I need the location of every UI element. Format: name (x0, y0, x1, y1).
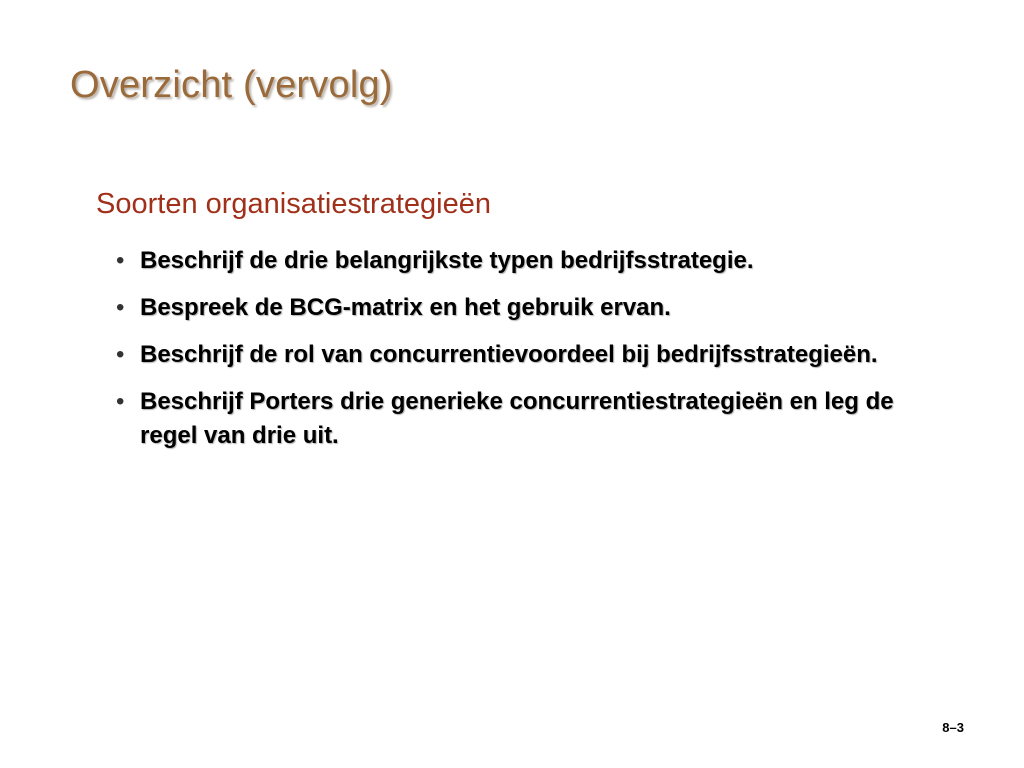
bullet-text: Beschrijf de drie belangrijkste typen bedrijfsstrategie. (140, 247, 754, 274)
bullet-item (116, 338, 916, 372)
bullet-marker: • (116, 388, 125, 415)
bullet-text: Bespreek de BCG-matrix en het gebruik ervan. (140, 294, 671, 321)
bullet-item (116, 291, 916, 325)
bullet-text: Beschrijf Porters drie generieke concurrentiestrategieën en leg de regel van drie uit. (140, 388, 894, 449)
slide-title: Overzicht (vervolg) (70, 64, 393, 106)
bullet-item (116, 385, 916, 453)
page-number: 8–3 (942, 720, 964, 735)
bullet-marker: • (116, 341, 125, 368)
bullet-list (116, 244, 916, 466)
bullet-marker: • (116, 247, 125, 274)
section-heading: Soorten organisatiestrategieën (96, 188, 491, 220)
bullet-text: Beschrijf de rol van concurrentievoordeel bij bedrijfsstrategieën. (140, 341, 878, 368)
bullet-marker: • (116, 294, 125, 321)
bullet-item (116, 244, 916, 278)
